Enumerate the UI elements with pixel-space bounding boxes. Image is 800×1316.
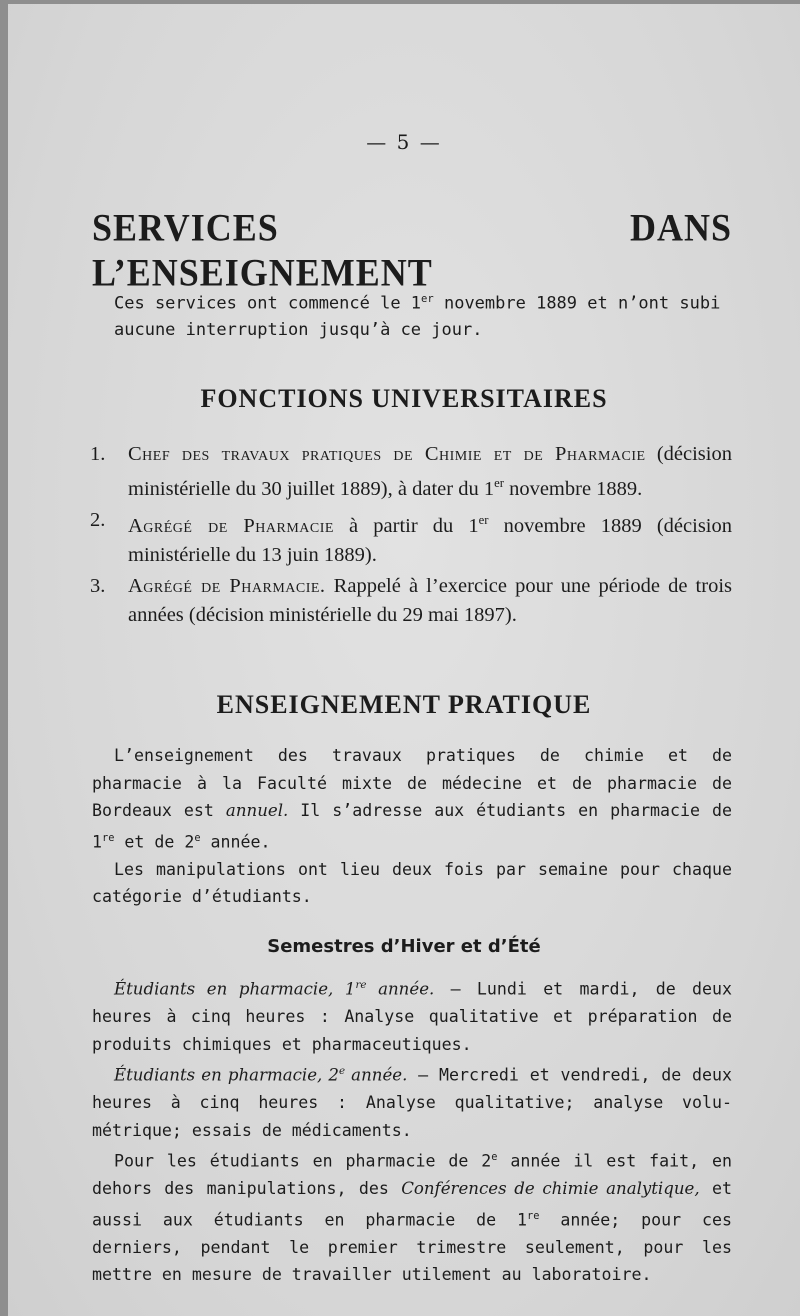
pratique-body <box>92 742 732 911</box>
document-page <box>8 4 800 1316</box>
paragraph: Étudiants en pharmacie, 2e année. — Mercredi et vendredi, de deux heures à cinq heures : Analyse qualitative; analyse volumétrique; essais de médicaments. <box>92 1065 732 1140</box>
page-title: SERVICES DANS L’ENSEIGNEMENT <box>92 205 732 295</box>
semestres-body <box>92 972 732 1289</box>
paragraph: Les manipulations ont lieu deux fois par semaine pour chaque catégorie d’étudiants. <box>92 859 732 907</box>
list-item: 1. Chef des travaux pratiques de Chimie et de Pharmacie (décision ministérielle du 30 juillet 1889), à dater du 1er novembre 1889. <box>92 440 732 504</box>
heading-fonctions-universitaires: FONCTIONS UNIVERSITAIRES <box>200 384 608 413</box>
paragraph: Pour les étudiants en pharmacie de 2e année il est fait, en dehors des manipulations, des Conférences de chimie analytique, et aussi aux étudiants en pharmacie de 1re année; pour ces derniers, pendant le premier trimestre seulement, pour les mettre en mesure de travailler utilement au laboratoire. <box>92 1151 732 1285</box>
list-item-number: 3. <box>90 574 106 597</box>
list-item-number: 2. <box>90 508 106 531</box>
heading-enseignement-pratique: ENSEIGNEMENT PRATIQUE <box>216 690 592 719</box>
list-item: 3. Agrégé de Pharmacie. Rappelé à l’exercice pour une période de trois années (décision ministérielle du 29 mai 1897). <box>92 572 732 630</box>
paragraph: Étudiants en pharmacie, 1re année. — Lundi et mardi, de deux heures à cinq heures : Analyse qualitative et préparation de produits chimiques et pharmaceutiques. <box>92 979 733 1054</box>
list-item-lead: Agrégé de Pharmacie. <box>128 574 326 597</box>
list-item-lead: Chef des travaux pratiques de Chimie et de Pharmacie <box>128 443 646 465</box>
list-item: 2. Agrégé de Pharmacie à partir du 1er novembre 1889 (décision ministérielle du 13 juin 1889). <box>92 506 732 570</box>
list-item-lead: Agrégé de Pharmacie <box>128 514 334 537</box>
fonctions-list <box>92 440 732 632</box>
intro-paragraph: Ces services ont commencé le 1er novembre 1889 et n’ont subi aucune interruption jusqu’à ce jour. <box>114 293 721 340</box>
paragraph: L’enseignement des travaux pratiques de chimie et de pharmacie à la Faculté mixte de médecine et de pharmacie de Bordeaux est annuel. Il s’adresse aux étudiants en pharmacie de 1re et de 2e année. <box>92 746 732 852</box>
heading-semestres: Semestres d’Hiver et d’Été <box>267 936 541 957</box>
list-item-number: 1. <box>90 443 106 465</box>
page-number: — 5 — <box>366 130 442 154</box>
